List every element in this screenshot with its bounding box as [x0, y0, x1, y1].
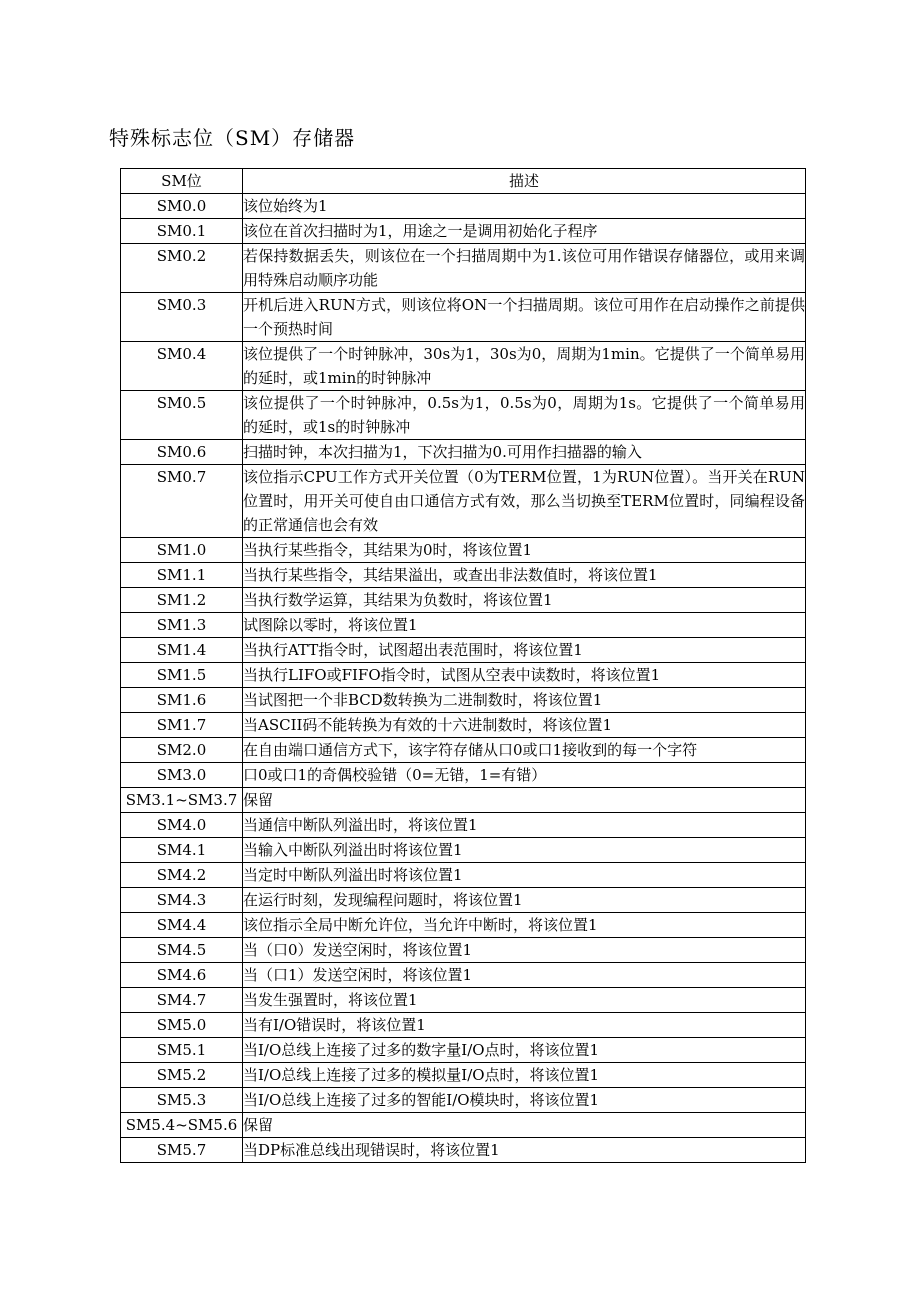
description-cell: 当定时中断队列溢出时将该位置1 — [243, 863, 806, 888]
table-row — [121, 219, 806, 244]
sm-bit-cell: SM4.6 — [121, 963, 243, 988]
table-row — [121, 1138, 806, 1163]
table-row — [121, 1063, 806, 1088]
table-row — [121, 813, 806, 838]
description-cell: 当试图把一个非BCD数转换为二进制数时，将该位置1 — [243, 688, 806, 713]
description-cell: 在自由端口通信方式下，该字符存储从口0或口1接收到的每一个字符 — [243, 738, 806, 763]
description-cell: 该位提供了一个时钟脉冲，30s为1，30s为0，周期为1min。它提供了一个简单易用的延时，或1min的时钟脉冲 — [243, 342, 806, 391]
sm-bit-cell: SM1.7 — [121, 713, 243, 738]
sm-bit-cell: SM1.6 — [121, 688, 243, 713]
sm-bit-cell: SM5.4~SM5.6 — [121, 1113, 243, 1138]
description-cell: 当有I/O错误时，将该位置1 — [243, 1013, 806, 1038]
table-row — [121, 913, 806, 938]
table-row — [121, 613, 806, 638]
sm-bit-cell: SM5.1 — [121, 1038, 243, 1063]
description-cell: 开机后进入RUN方式，则该位将ON一个扫描周期。该位可用作在启动操作之前提供一个预热时间 — [243, 293, 806, 342]
table-row — [121, 663, 806, 688]
sm-bit-cell: SM1.5 — [121, 663, 243, 688]
table-row — [121, 440, 806, 465]
sm-bit-cell: SM0.2 — [121, 244, 243, 293]
sm-bit-cell: SM0.1 — [121, 219, 243, 244]
description-cell: 当执行某些指令，其结果溢出，或查出非法数值时，将该位置1 — [243, 563, 806, 588]
sm-bit-cell: SM3.1~SM3.7 — [121, 788, 243, 813]
description-cell: 当（口1）发送空闲时，将该位置1 — [243, 963, 806, 988]
description-cell: 保留 — [243, 1113, 806, 1138]
description-cell: 该位提供了一个时钟脉冲，0.5s为1，0.5s为0，周期为1s。它提供了一个简单易用的延时，或1s的时钟脉冲 — [243, 391, 806, 440]
sm-bit-cell: SM5.7 — [121, 1138, 243, 1163]
table-body — [121, 194, 806, 1163]
table-row — [121, 588, 806, 613]
table-row — [121, 1038, 806, 1063]
description-cell: 当I/O总线上连接了过多的智能I/O模块时，将该位置1 — [243, 1088, 806, 1113]
table-row — [121, 194, 806, 219]
table-row — [121, 738, 806, 763]
table-row — [121, 713, 806, 738]
table-row — [121, 391, 806, 440]
sm-bit-cell: SM4.5 — [121, 938, 243, 963]
table-row — [121, 1088, 806, 1113]
table-row — [121, 538, 806, 563]
table-row — [121, 838, 806, 863]
sm-bit-cell: SM1.3 — [121, 613, 243, 638]
table-row — [121, 863, 806, 888]
description-cell: 该位指示全局中断允许位，当允许中断时，将该位置1 — [243, 913, 806, 938]
table-row — [121, 244, 806, 293]
table-row — [121, 988, 806, 1013]
description-cell: 当执行ATT指令时，试图超出表范围时，将该位置1 — [243, 638, 806, 663]
description-cell: 保留 — [243, 788, 806, 813]
table-row — [121, 1013, 806, 1038]
sm-bit-cell: SM3.0 — [121, 763, 243, 788]
sm-bit-cell: SM5.3 — [121, 1088, 243, 1113]
sm-bit-cell: SM5.0 — [121, 1013, 243, 1038]
sm-bit-cell: SM0.0 — [121, 194, 243, 219]
sm-bit-cell: SM1.2 — [121, 588, 243, 613]
description-cell: 试图除以零时，将该位置1 — [243, 613, 806, 638]
description-cell: 当I/O总线上连接了过多的数字量I/O点时，将该位置1 — [243, 1038, 806, 1063]
sm-bit-cell: SM4.4 — [121, 913, 243, 938]
table-row — [121, 638, 806, 663]
description-cell: 该位指示CPU工作方式开关位置（0为TERM位置，1为RUN位置）。当开关在RUN位置时，用开关可使自由口通信方式有效，那么当切换至TERM位置时，同编程设备的正常通信也会有效 — [243, 465, 806, 538]
description-cell: 当DP标准总线出现错误时，将该位置1 — [243, 1138, 806, 1163]
table-row — [121, 563, 806, 588]
sm-bit-cell: SM1.1 — [121, 563, 243, 588]
description-cell: 当ASCII码不能转换为有效的十六进制数时，将该位置1 — [243, 713, 806, 738]
description-cell: 当I/O总线上连接了过多的模拟量I/O点时，将该位置1 — [243, 1063, 806, 1088]
sm-bit-cell: SM4.0 — [121, 813, 243, 838]
sm-bit-cell: SM5.2 — [121, 1063, 243, 1088]
description-cell: 当输入中断队列溢出时将该位置1 — [243, 838, 806, 863]
sm-bit-cell: SM4.2 — [121, 863, 243, 888]
sm-bit-cell: SM0.4 — [121, 342, 243, 391]
sm-table — [120, 168, 806, 1163]
description-cell: 当执行某些指令，其结果为0时，将该位置1 — [243, 538, 806, 563]
table-row — [121, 1113, 806, 1138]
description-cell: 若保持数据丢失，则该位在一个扫描周期中为1.该位可用作错误存储器位，或用来调用特殊启动顺序功能 — [243, 244, 806, 293]
sm-bit-cell: SM4.3 — [121, 888, 243, 913]
table-row — [121, 293, 806, 342]
page-title: 特殊标志位（SM）存储器 — [109, 126, 356, 150]
header-description: 描述 — [243, 169, 806, 194]
table-row — [121, 465, 806, 538]
sm-bit-cell: SM0.3 — [121, 293, 243, 342]
table-row — [121, 938, 806, 963]
table-row — [121, 888, 806, 913]
description-cell: 当（口0）发送空闲时，将该位置1 — [243, 938, 806, 963]
description-cell: 当执行数学运算，其结果为负数时，将该位置1 — [243, 588, 806, 613]
sm-bit-cell: SM4.1 — [121, 838, 243, 863]
header-sm-bit: SM位 — [121, 169, 243, 194]
sm-bit-cell: SM0.5 — [121, 391, 243, 440]
sm-bit-cell: SM0.6 — [121, 440, 243, 465]
description-cell: 当发生强置时，将该位置1 — [243, 988, 806, 1013]
table-row — [121, 763, 806, 788]
sm-bit-cell: SM2.0 — [121, 738, 243, 763]
table-row — [121, 688, 806, 713]
table-row — [121, 788, 806, 813]
sm-bit-cell: SM0.7 — [121, 465, 243, 538]
description-cell: 当通信中断队列溢出时，将该位置1 — [243, 813, 806, 838]
sm-bit-cell: SM4.7 — [121, 988, 243, 1013]
sm-bit-cell: SM1.0 — [121, 538, 243, 563]
description-cell: 扫描时钟，本次扫描为1，下次扫描为0.可用作扫描器的输入 — [243, 440, 806, 465]
description-cell: 该位在首次扫描时为1，用途之一是调用初始化子程序 — [243, 219, 806, 244]
description-cell: 该位始终为1 — [243, 194, 806, 219]
description-cell: 口0或口1的奇偶校验错（0=无错，1=有错） — [243, 763, 806, 788]
table-row — [121, 963, 806, 988]
sm-bit-cell: SM1.4 — [121, 638, 243, 663]
description-cell: 在运行时刻，发现编程问题时，将该位置1 — [243, 888, 806, 913]
table-row — [121, 342, 806, 391]
table-header-row — [121, 169, 806, 194]
description-cell: 当执行LIFO或FIFO指令时，试图从空表中读数时，将该位置1 — [243, 663, 806, 688]
